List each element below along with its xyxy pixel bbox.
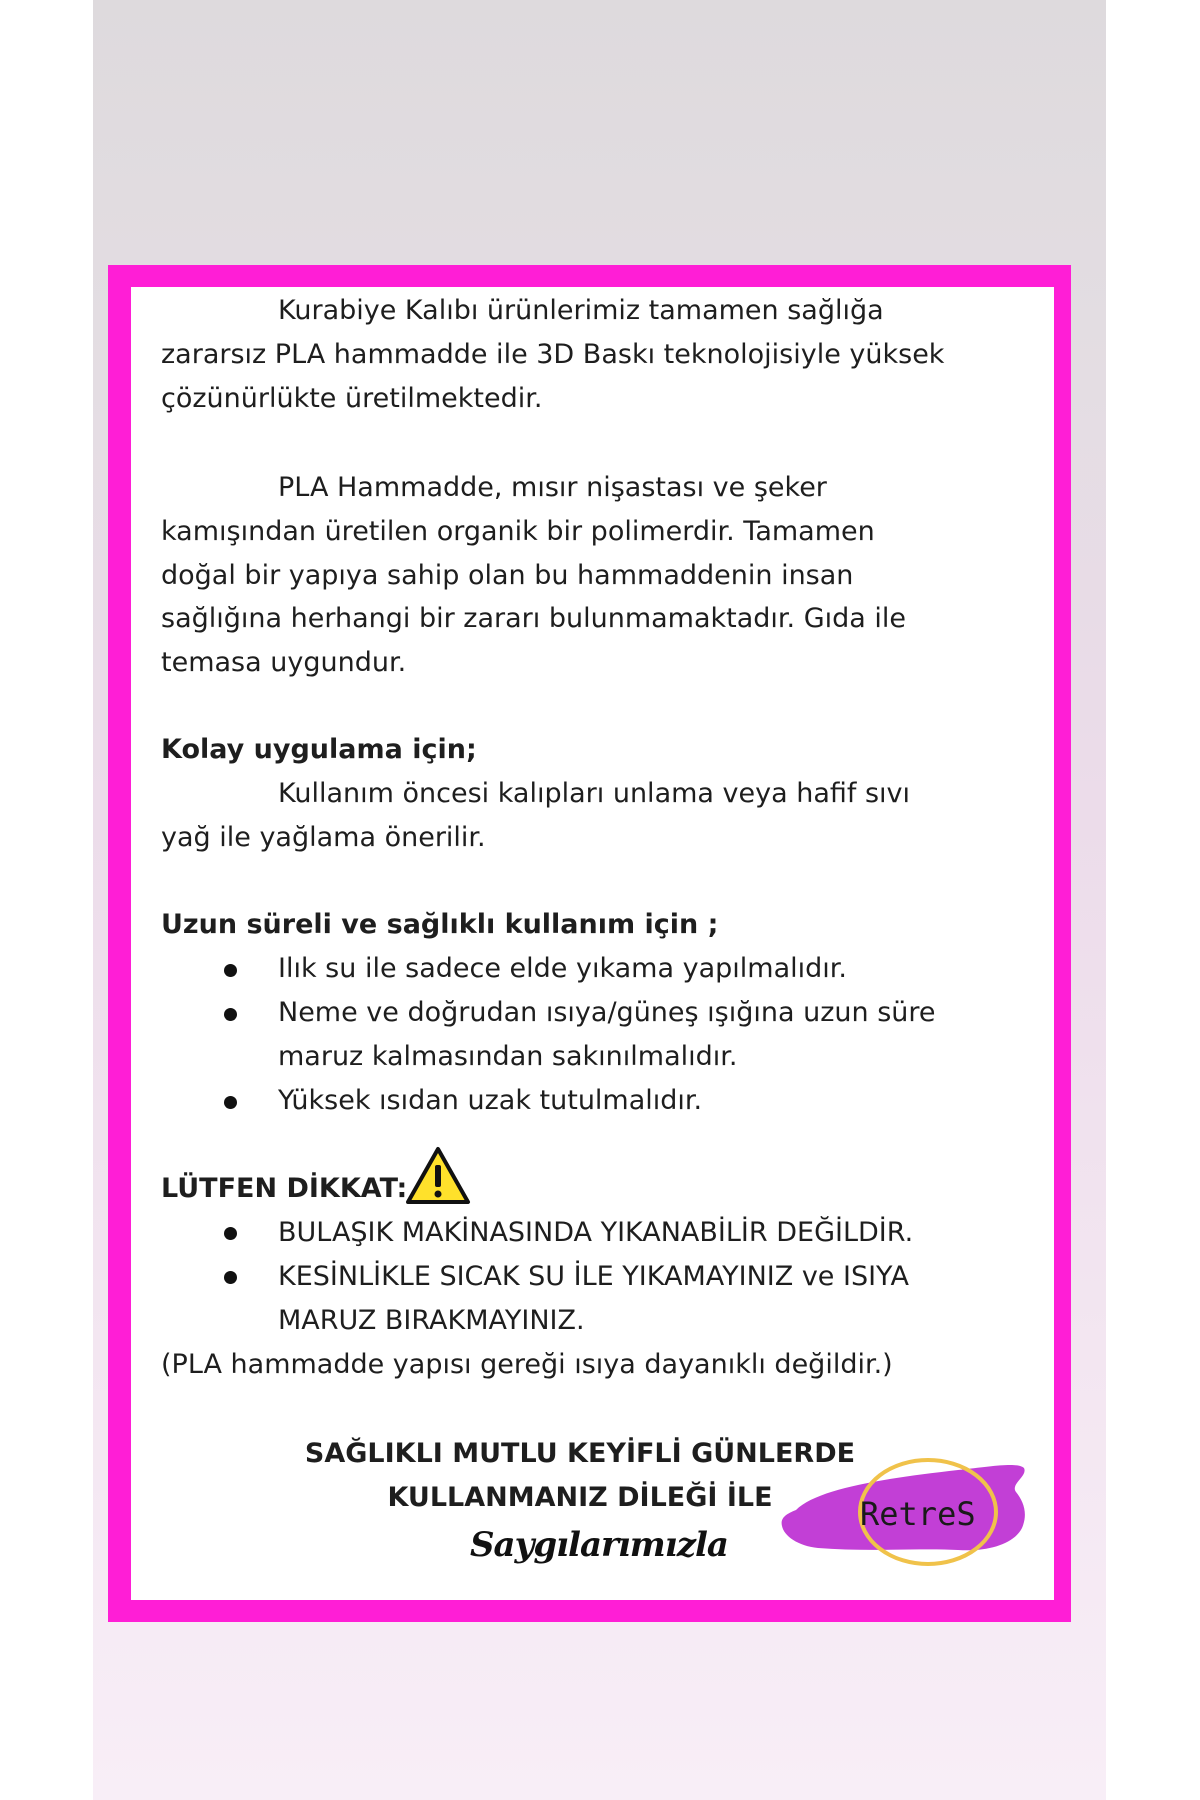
bullet-dot xyxy=(224,964,237,977)
intro-line-1: Kurabiye Kalıbı ürünlerimiz tamamen sağlığa xyxy=(278,295,884,326)
easy-use-line-2: yağ ile yağlama önerilir. xyxy=(161,822,486,853)
intro-line-3: çözünürlükte üretilmektedir. xyxy=(161,383,543,414)
pla-line-4: sağlığına herhangi bir zararı bulunmamaktadır. Gıda ile xyxy=(161,603,907,634)
pla-line-5: temasa uygundur. xyxy=(161,647,407,678)
long-use-bullet-2-line-2: maruz kalmasından sakınılmalıdır. xyxy=(278,1041,738,1072)
bullet-dot xyxy=(224,1227,237,1240)
long-use-bullet-2-line-1: Neme ve doğrudan ısıya/güneş ışığına uzun süre xyxy=(278,997,936,1028)
warning-bullet-1: BULAŞIK MAKİNASINDA YIKANABİLİR DEĞİLDİR. xyxy=(278,1217,914,1248)
long-use-heading: Uzun süreli ve sağlıklı kullanım için ; xyxy=(161,909,719,940)
pla-line-3: doğal bir yapıya sahip olan bu hammaddenin insan xyxy=(161,560,854,591)
signature: Saygılarımızla xyxy=(470,1525,728,1565)
brand-name: RetreS xyxy=(860,1495,976,1533)
warning-triangle-icon xyxy=(405,1145,471,1205)
bullet-dot xyxy=(224,1271,237,1284)
long-use-bullet-1: Ilık su ile sadece elde yıkama yapılmalıdır. xyxy=(278,953,847,984)
pla-line-2: kamışından üretilen organik bir polimerdir. Tamamen xyxy=(161,516,875,547)
easy-use-line-1: Kullanım öncesi kalıpları unlama veya hafif sıvı xyxy=(278,778,911,809)
warning-note: (PLA hammadde yapısı gereği ısıya dayanıklı değildir.) xyxy=(161,1349,893,1380)
warning-heading: LÜTFEN DİKKAT: xyxy=(161,1173,408,1204)
bullet-dot xyxy=(224,1008,237,1021)
long-use-bullet-3: Yüksek ısıdan uzak tutulmalıdır. xyxy=(278,1085,703,1116)
easy-use-heading: Kolay uygulama için; xyxy=(161,734,477,765)
closing-line-1: SAĞLIKLI MUTLU KEYİFLİ GÜNLERDE xyxy=(304,1438,856,1469)
intro-line-2: zararsız PLA hammadde ile 3D Baskı teknolojisiyle yüksek xyxy=(161,339,945,370)
right-margin xyxy=(1106,0,1200,1800)
warning-bullet-2-line-2: MARUZ BIRAKMAYINIZ. xyxy=(278,1305,585,1336)
left-margin xyxy=(0,0,93,1800)
warning-bullet-2-line-1: KESİNLİKLE SICAK SU İLE YIKAMAYINIZ ve ISIYA xyxy=(278,1261,909,1292)
closing-line-2: KULLANMANIZ DİLEĞİ İLE xyxy=(387,1482,773,1513)
pla-line-1: PLA Hammadde, mısır nişastası ve şeker xyxy=(278,472,827,503)
bullet-dot xyxy=(224,1096,237,1109)
